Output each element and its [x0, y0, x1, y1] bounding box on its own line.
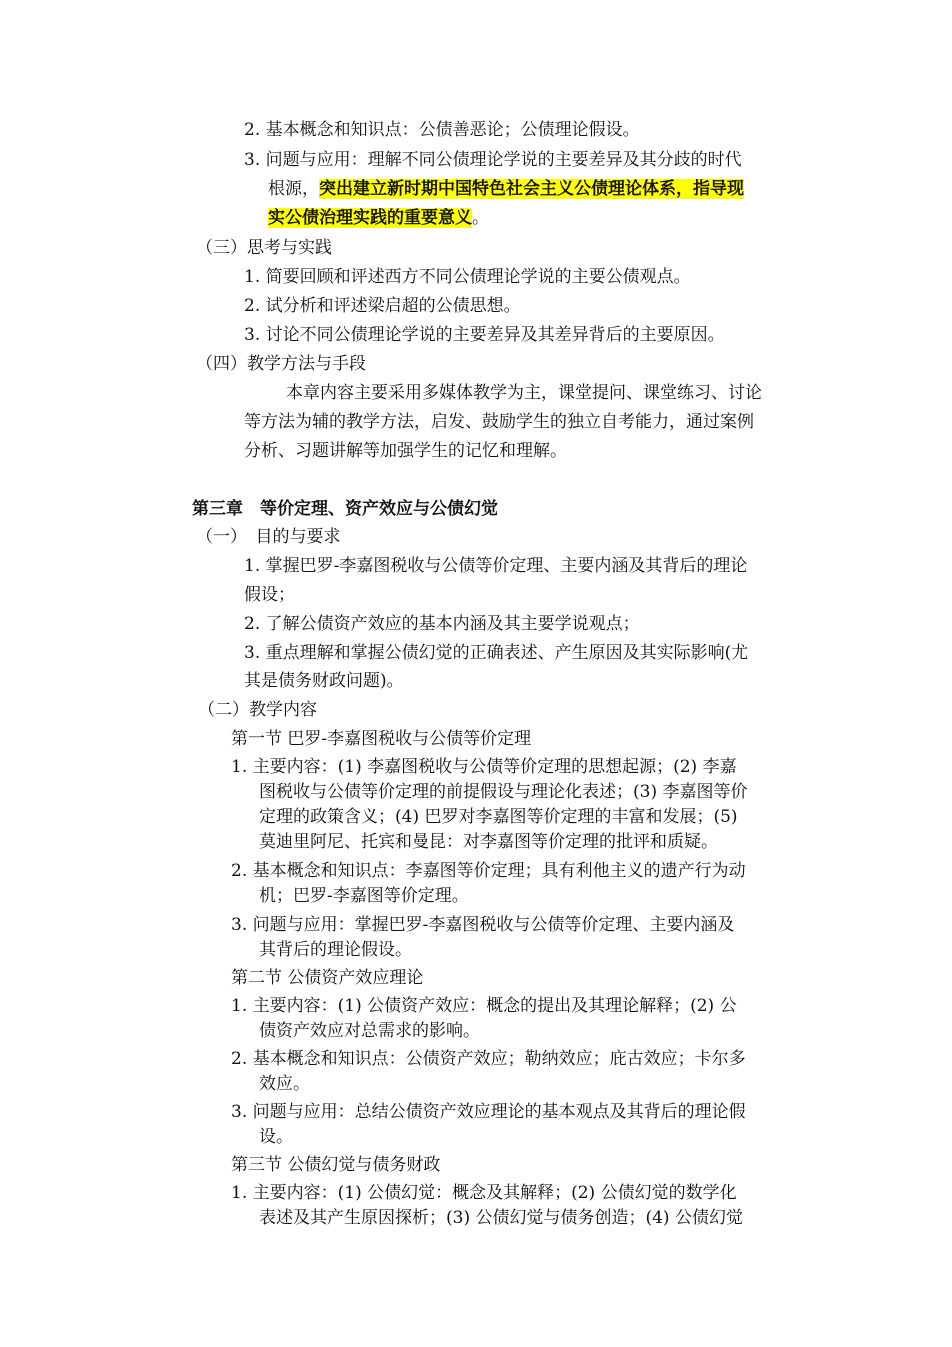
goal-item-1-line1: 1. 掌握巴罗-李嘉图税收与公债等价定理、主要内涵及其背后的理论 — [244, 556, 748, 576]
prev-item-3-line1: 3. 问题与应用：理解不同公债理论学说的主要差异及其分歧的时代 — [244, 150, 742, 170]
s2-item-2-line1: 2. 基本概念和知识点：公债资产效应；勒纳效应；庇古效应；卡尔多 — [231, 1049, 746, 1069]
goal-item-1-line2: 假设； — [244, 585, 295, 605]
s2-item-1-line2: 债资产效应对总需求的影响。 — [259, 1021, 480, 1041]
s1-item-1-line1: 1. 主要内容：(1) 李嘉图税收与公债等价定理的思想起源；(2) 李嘉 — [231, 757, 737, 777]
think-item-2: 2. 试分析和评述梁启超的公债思想。 — [244, 296, 521, 316]
method-heading: （四）教学方法与手段 — [196, 354, 366, 374]
s1-item-2-line2: 机；巴罗-李嘉图等价定理。 — [259, 886, 469, 906]
content-heading: （二）教学内容 — [198, 700, 317, 720]
s2-item-3-line2: 设。 — [259, 1127, 293, 1147]
s1-item-1-line4: 莫迪里阿尼、托宾和曼昆：对李嘉图等价定理的批评和质疑。 — [259, 832, 718, 852]
think-heading: （三）思考与实践 — [196, 238, 332, 258]
prev-item-3-line2 — [268, 176, 744, 202]
s2-item-3-line1: 3. 问题与应用：总结公债资产效应理论的基本观点及其背后的理论假 — [231, 1102, 746, 1122]
s3-item-1-line2: 表述及其产生原因探析；(3) 公债幻觉与债务创造；(4) 公债幻觉 — [259, 1208, 743, 1228]
goal-item-3-line2: 其是债务财政问题)。 — [244, 671, 404, 691]
think-item-1: 1. 简要回顾和评述西方不同公债理论学说的主要公债观点。 — [244, 267, 691, 287]
prev-item-2: 2. 基本概念和知识点：公债善恶论；公债理论假设。 — [244, 120, 640, 140]
think-item-3: 3. 讨论不同公债理论学说的主要差异及其差异背后的主要原因。 — [244, 325, 725, 345]
prev-item-3-plain: 根源， — [268, 179, 319, 199]
method-para-line3: 分析、习题讲解等加强学生的记忆和理解。 — [244, 441, 567, 461]
s2-item-2-line2: 效应。 — [259, 1074, 310, 1094]
s1-item-1-line3: 定理的政策含义；(4) 巴罗对李嘉图等价定理的丰富和发展；(5) — [259, 807, 738, 827]
s2-item-1-line1: 1. 主要内容：(1) 公债资产效应：概念的提出及其理论解释；(2) 公 — [231, 996, 737, 1016]
section-2-title: 第二节 公债资产效应理论 — [231, 968, 424, 988]
section-1-title: 第一节 巴罗-李嘉图税收与公债等价定理 — [231, 729, 532, 749]
prev-item-3-end: 。 — [472, 208, 489, 228]
s1-item-3-line1: 3. 问题与应用：掌握巴罗-李嘉图税收与公债等价定理、主要内涵及 — [231, 915, 735, 935]
method-para-line2: 等方法为辅的教学方法，启发、鼓励学生的独立自考能力，通过案例 — [244, 412, 754, 432]
s1-item-2-line1: 2. 基本概念和知识点：李嘉图等价定理；具有利他主义的遗产行为动 — [231, 861, 746, 881]
highlighted-text: 实公债治理实践的重要意义 — [268, 208, 472, 228]
goal-item-2: 2. 了解公债资产效应的基本内涵及其主要学说观点； — [244, 614, 640, 634]
s3-item-1-line1: 1. 主要内容：(1) 公债幻觉：概念及其解释；(2) 公债幻觉的数学化 — [231, 1183, 737, 1203]
section-3-title: 第三节 公债幻觉与债务财政 — [231, 1155, 441, 1175]
method-para-line1: 本章内容主要采用多媒体教学为主，课堂提问、课堂练习、讨论 — [286, 383, 762, 403]
highlighted-text: 突出建立新时期中国特色社会主义公债理论体系，指导现 — [319, 179, 744, 199]
s1-item-1-line2: 图税收与公债等价定理的前提假设与理论化表述；(3) 李嘉图等价 — [259, 782, 748, 802]
goal-heading: （一） 目的与要求 — [196, 527, 341, 547]
goal-item-3-line1: 3. 重点理解和掌握公债幻觉的正确表述、产生原因及其实际影响(尤 — [244, 643, 749, 663]
prev-item-3-line3 — [268, 205, 489, 231]
s1-item-3-line2: 其背后的理论假设。 — [259, 940, 412, 960]
chapter-title: 第三章 等价定理、资产效应与公债幻觉 — [192, 499, 498, 519]
